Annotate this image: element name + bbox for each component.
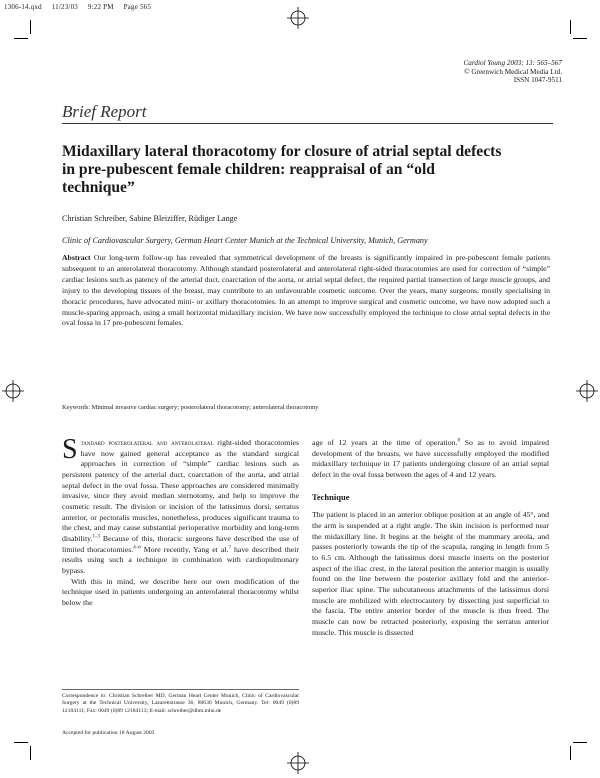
right-paragraph-1: [312, 438, 549, 481]
registration-mark-icon: [2, 380, 24, 402]
crop-mark: [570, 20, 571, 34]
intro-smallcaps: tandard posterolateral and anterolateral: [80, 438, 214, 447]
intro-text-2: Because of this, thoracic surgeons have described the use of limited thoracotomies.: [62, 533, 299, 554]
intro-text-3: More recently, Yang et al.: [140, 544, 229, 554]
right-text-1b: So as to avoid impaired development of the breasts, we have successfully employed the modified midaxillary technique in 17 patients undergoing closure of an atrial septal defect in the oval fossa between the ages of 4 and 12 years.: [312, 438, 549, 479]
journal-copyright: © Greenwich Medical Media Ltd.: [464, 67, 562, 76]
abstract: [62, 253, 550, 329]
crop-mark: [573, 742, 587, 743]
drop-cap: S: [62, 434, 78, 465]
journal-citation: Cardiol Young 2003; 13: 565–567: [463, 59, 562, 67]
crop-mark: [573, 38, 587, 39]
intro-text: right-sided thoracotomies have now gained general acceptance as the standard surgical approaches in correction of “simple” cardiac lesions such as persistent patency of the arterial duct, coarctation of the aorta, and atrial septal defect in the oval fossa. These approaches are considered minimally invasive, since they avoid median sternotomy, and help to improve the cosmetic result. The division or incision of the latissimus dorsi, serratus anterior, or pectoralis muscles, nonetheless, produces significant trauma to the chest, and may cause substantial perioperative morbidity and long-term disability.: [62, 438, 299, 543]
slug-page: Page 565: [123, 3, 152, 11]
body-column-right: [312, 438, 549, 638]
citation-ref: 1–3: [92, 534, 100, 540]
article-authors: Christian Schreiber, Sabine Bleiziffer, Rüdiger Lange: [62, 214, 238, 223]
article-affiliation: Clinic of Cardiovascular Surgery, German Heart Center Munich at the Technical University, Munich, Germany: [62, 236, 428, 245]
technique-paragraph: The patient is placed in an anterior oblique position at an angle of 45°, and the arm is suspended at a right angle. The skin incision is performed near the midaxillary line. It begins at the height of the mammary areola, and passes posteriorly towards the tip of the scapula, ranging in length from 5 to 6.5 cm. Although the latissimus dorsi muscle inserts on the posterior aspect of the iliac crest, in the lateral position the anterior margin is usually found on the line between the posterior axillary fold and the anterior-superior iliac spine. The subcutaneous attachments of the latissimus dorsi muscle are mobilized with electrocautery by dissecting just superficial to the fascia. The entire anterior border of the muscle is thus freed. The muscle can now be retracted posteriorly, exposing the serratus anterior muscle. This muscle is dissected: [312, 510, 549, 637]
slug-file: 1306-14.qxd: [4, 3, 42, 11]
intro-paragraph: [62, 434, 299, 577]
print-slug: [4, 3, 159, 11]
registration-mark-icon: [287, 7, 309, 29]
registration-mark-icon: [287, 752, 309, 774]
footnote-divider: [62, 689, 299, 690]
article-title: Midaxillary lateral thoracotomy for closure of atrial septal defects in pre-pubescent female children: reappraisal of an “old technique”: [62, 143, 502, 196]
abstract-label: Abstract: [62, 253, 91, 262]
journal-issn: ISSN 1047-9511: [513, 76, 562, 85]
section-title: Brief Report: [62, 102, 147, 121]
slug-time: 9:22 PM: [87, 3, 114, 11]
citation-ref: 7: [228, 544, 231, 550]
keywords: Keywords: Minimal invasive cardiac surgery; posterolateral thoracotomy; anterolateral thoracotomy: [62, 404, 319, 411]
correspondence-footnote: Correspondence to: Christian Schreiber MD, German Heart Center Munich, Clinic of Cardiovascular Surgery at the Technical University, Lazarettstrasse 36, 80636 Munich, Germany. Tel: 0049 (0)89 12184111; Fax: 0049 (0)89 12184113; E-mail: schreiber@dhm.mhn.de: [62, 693, 299, 714]
abstract-text: Our long-term follow-up has revealed that symmetrical development of the breasts is significantly impaired in pre-pubescent female patients subsequent to an anterolateral thoracotomy. Although standard posterolateral and anterolateral right-sided thoracotomies are used for correction of “simple” cardiac lesions such as patency of the arterial duct, coarctation of the aorta, or atrial septal defect, the required partial transection of large muscle groups, and injury to the developing tissues of the breast, may contribute to an unfavourable cosmetic outcome. Over the years, many surgeons, mostly specialising in thoracic procedures, have advocated mini- or axillary thoracotomies. In an attempt to improve surgical and cosmetic outcome, we have now adopted such a muscle-sparing approach, using a small horizontal midaxillary incision. We have now successfully employed the technique to close atrial septal defects in the oval fossa in 17 pre-pubescent females.: [62, 253, 550, 328]
section-divider: [62, 123, 553, 124]
paragraph-2: With this in mind, we describe here our own modification of the technique used in patients undergoing an anterolateral thoracotomy whilst below the: [62, 576, 299, 607]
citation-ref: 4–6: [133, 544, 141, 550]
registration-mark-icon: [576, 380, 598, 402]
right-text-1a: age of 12 years at the time of operation.: [312, 438, 458, 447]
crop-mark: [570, 746, 571, 760]
journal-reference: [362, 59, 562, 85]
body-column-left: [62, 434, 299, 609]
crop-mark: [30, 746, 31, 760]
slug-date: 11/23/03: [51, 3, 78, 11]
intro-text-4: have described their results using such a technique in combination with cardiopulmonary bypass.: [62, 544, 299, 575]
technique-heading: Technique: [312, 491, 350, 502]
accepted-footnote: Accepted for publication 18 August 2003: [62, 730, 155, 736]
crop-mark: [30, 20, 31, 34]
citation-ref: 8: [457, 438, 461, 444]
crop-mark: [14, 742, 28, 743]
crop-mark: [14, 38, 28, 39]
